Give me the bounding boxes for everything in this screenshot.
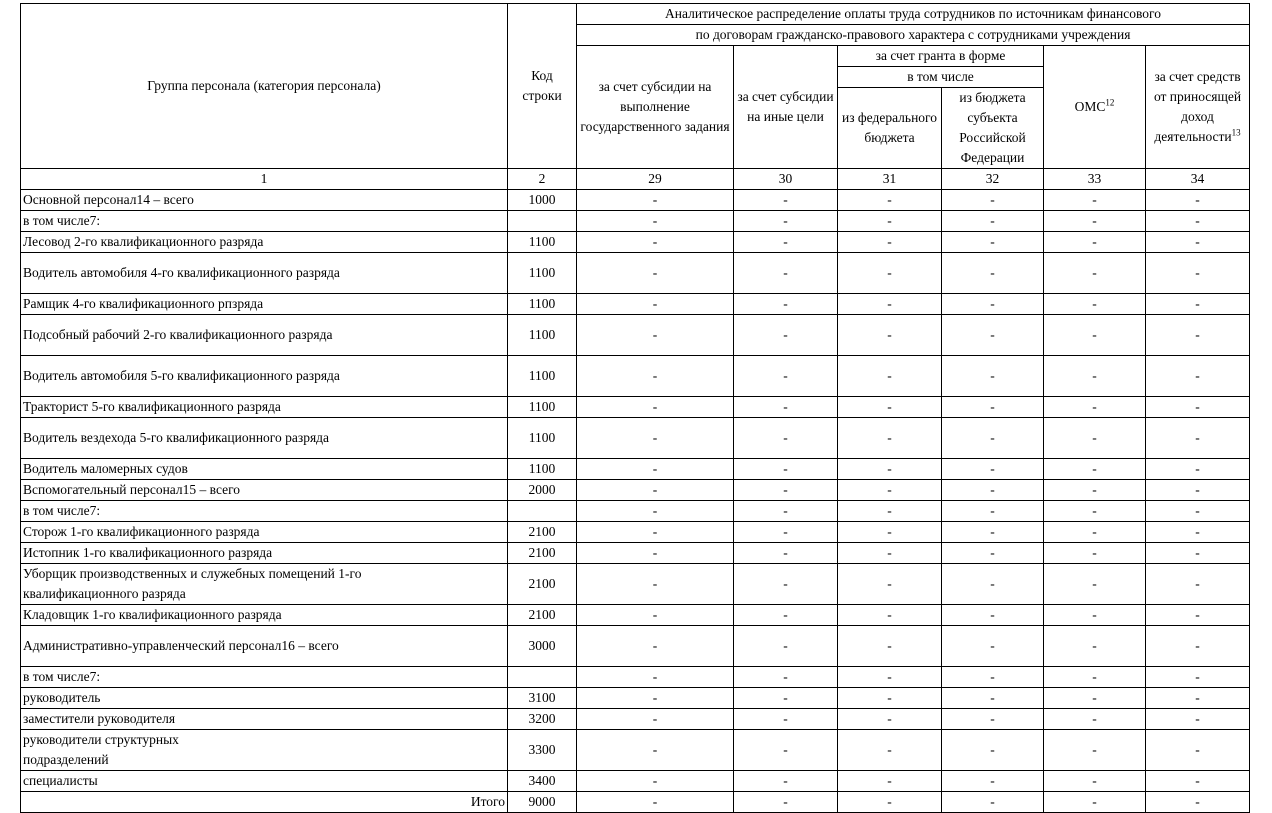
row-value: - xyxy=(838,709,942,730)
row-value: - xyxy=(734,605,838,626)
row-label: в том числе7: xyxy=(21,211,508,232)
row-value: - xyxy=(734,294,838,315)
row-label: руководители структурных подразделений xyxy=(21,730,508,771)
row-value: - xyxy=(1044,294,1146,315)
row-value: - xyxy=(942,211,1044,232)
row-value: - xyxy=(577,709,734,730)
row-value: - xyxy=(734,418,838,459)
row-value: - xyxy=(1044,397,1146,418)
row-value: - xyxy=(1044,356,1146,397)
row-value: - xyxy=(942,564,1044,605)
row-value: - xyxy=(942,688,1044,709)
row-value: - xyxy=(1044,564,1146,605)
row-value: - xyxy=(838,211,942,232)
column-number: 32 xyxy=(942,169,1044,190)
row-code: 1100 xyxy=(508,253,577,294)
row-value: - xyxy=(734,626,838,667)
row-value: - xyxy=(838,543,942,564)
row-value: - xyxy=(577,626,734,667)
row-value: - xyxy=(577,543,734,564)
row-value: - xyxy=(942,626,1044,667)
row-value: - xyxy=(1146,315,1250,356)
table-row xyxy=(21,605,1250,626)
row-value: - xyxy=(942,730,1044,771)
table-row xyxy=(21,709,1250,730)
row-value: - xyxy=(1146,605,1250,626)
row-value: - xyxy=(1146,397,1250,418)
row-code xyxy=(508,667,577,688)
row-value: - xyxy=(1146,501,1250,522)
row-value: - xyxy=(838,626,942,667)
row-value: - xyxy=(1146,356,1250,397)
row-value: - xyxy=(1044,459,1146,480)
row-value: - xyxy=(1146,294,1250,315)
row-label: Лесовод 2-го квалификационного разряда xyxy=(21,232,508,253)
column-number: 2 xyxy=(508,169,577,190)
col33-header-text: ОМС xyxy=(1074,99,1106,114)
row-value: - xyxy=(838,667,942,688)
row-label: Истопник 1-го квалификационного разряда xyxy=(21,543,508,564)
row-value: - xyxy=(838,253,942,294)
table-row xyxy=(21,294,1250,315)
row-value: - xyxy=(1146,190,1250,211)
row-value: - xyxy=(838,459,942,480)
row-label: специалисты xyxy=(21,771,508,792)
row-value: - xyxy=(1146,564,1250,605)
group-column-header: Группа персонала (категория персонала) xyxy=(21,4,508,169)
row-value: - xyxy=(1044,709,1146,730)
row-code: 2100 xyxy=(508,543,577,564)
row-value: - xyxy=(577,356,734,397)
row-value: - xyxy=(734,253,838,294)
row-label: Административно-управленческий персонал16 – всего xyxy=(21,626,508,667)
row-value: - xyxy=(942,709,1044,730)
row-value: - xyxy=(942,480,1044,501)
row-value: - xyxy=(577,418,734,459)
column-number: 31 xyxy=(838,169,942,190)
row-value: - xyxy=(838,418,942,459)
row-value: - xyxy=(1044,792,1146,813)
row-value: - xyxy=(1044,480,1146,501)
row-value: - xyxy=(838,232,942,253)
table-row xyxy=(21,730,1250,771)
row-value: - xyxy=(577,480,734,501)
row-value: - xyxy=(942,459,1044,480)
table-row xyxy=(21,688,1250,709)
row-label: Подсобный рабочий 2-го квалификационного разряда xyxy=(21,315,508,356)
row-value: - xyxy=(577,688,734,709)
row-value: - xyxy=(734,709,838,730)
row-label: в том числе7: xyxy=(21,501,508,522)
row-value: - xyxy=(1146,459,1250,480)
row-code: 3000 xyxy=(508,626,577,667)
row-value: - xyxy=(577,211,734,232)
row-value: - xyxy=(734,459,838,480)
row-code: 1100 xyxy=(508,294,577,315)
row-value: - xyxy=(1146,730,1250,771)
row-value: - xyxy=(1146,667,1250,688)
row-label: в том числе7: xyxy=(21,667,508,688)
row-value: - xyxy=(734,232,838,253)
column-number: 33 xyxy=(1044,169,1146,190)
table-row xyxy=(21,564,1250,605)
row-value: - xyxy=(1146,626,1250,667)
row-value: - xyxy=(838,294,942,315)
row-value: - xyxy=(838,688,942,709)
row-value: - xyxy=(838,522,942,543)
row-value: - xyxy=(734,771,838,792)
row-value: - xyxy=(734,667,838,688)
row-value: - xyxy=(1044,211,1146,232)
col34-header-text: за счет средств от приносящей доход деятельности xyxy=(1153,69,1242,144)
column-numbers-row xyxy=(21,169,1250,190)
row-value: - xyxy=(734,190,838,211)
row-value: - xyxy=(838,190,942,211)
row-value: - xyxy=(1146,211,1250,232)
row-value: - xyxy=(1044,667,1146,688)
row-value: - xyxy=(942,232,1044,253)
row-label: Итого xyxy=(21,792,508,813)
row-value: - xyxy=(838,501,942,522)
row-value: - xyxy=(577,253,734,294)
col34-header xyxy=(1146,46,1250,169)
row-value: - xyxy=(1146,480,1250,501)
row-value: - xyxy=(577,315,734,356)
row-code: 1100 xyxy=(508,315,577,356)
row-value: - xyxy=(1146,418,1250,459)
row-value: - xyxy=(1146,709,1250,730)
code-column-header xyxy=(508,4,577,169)
row-value: - xyxy=(1146,232,1250,253)
row-label: Водитель автомобиля 5-го квалификационного разряда xyxy=(21,356,508,397)
row-value: - xyxy=(942,190,1044,211)
row-value: - xyxy=(942,771,1044,792)
row-value: - xyxy=(1044,418,1146,459)
table-row xyxy=(21,211,1250,232)
row-value: - xyxy=(734,522,838,543)
col33-header xyxy=(1044,46,1146,169)
gph-contracts-header: по договорам гражданско-правового характера с сотрудниками учреждения xyxy=(577,25,1250,46)
table-row xyxy=(21,253,1250,294)
row-value: - xyxy=(1044,688,1146,709)
table-row xyxy=(21,543,1250,564)
row-value: - xyxy=(577,397,734,418)
row-code xyxy=(508,501,577,522)
row-value: - xyxy=(1146,522,1250,543)
grant-header: за счет гранта в форме xyxy=(838,46,1044,67)
column-number: 30 xyxy=(734,169,838,190)
row-code: 3300 xyxy=(508,730,577,771)
row-value: - xyxy=(1044,501,1146,522)
row-value: - xyxy=(1146,688,1250,709)
row-value: - xyxy=(734,730,838,771)
table-row xyxy=(21,232,1250,253)
row-value: - xyxy=(942,605,1044,626)
payroll-distribution-table xyxy=(20,3,1250,813)
row-value: - xyxy=(942,501,1044,522)
table-row xyxy=(21,459,1250,480)
table-row xyxy=(21,356,1250,397)
row-label: Основной персонал14 – всего xyxy=(21,190,508,211)
row-value: - xyxy=(734,792,838,813)
row-code: 2100 xyxy=(508,564,577,605)
row-code xyxy=(508,211,577,232)
row-label: Кладовщик 1-го квалификационного разряда xyxy=(21,605,508,626)
row-value: - xyxy=(838,771,942,792)
row-label: Рамщик 4-го квалификационного рпзряда xyxy=(21,294,508,315)
row-value: - xyxy=(734,564,838,605)
row-value: - xyxy=(577,522,734,543)
row-label: Вспомогательный персонал15 – всего xyxy=(21,480,508,501)
row-code: 3200 xyxy=(508,709,577,730)
row-value: - xyxy=(734,501,838,522)
row-code: 1100 xyxy=(508,397,577,418)
analytic-distribution-header: Аналитическое распределение оплаты труда сотрудников по источникам финансового xyxy=(577,4,1250,25)
row-value: - xyxy=(577,564,734,605)
row-value: - xyxy=(1044,543,1146,564)
col32-header: из бюджета субъекта Российской Федерации xyxy=(942,88,1044,169)
row-value: - xyxy=(577,190,734,211)
row-label: Водитель автомобиля 4-го квалификационного разряда xyxy=(21,253,508,294)
row-value: - xyxy=(942,356,1044,397)
row-value: - xyxy=(1044,771,1146,792)
row-value: - xyxy=(734,480,838,501)
row-value: - xyxy=(942,667,1044,688)
row-value: - xyxy=(838,397,942,418)
row-value: - xyxy=(734,211,838,232)
row-value: - xyxy=(734,397,838,418)
col29-header: за счет субсидии на выполнение государственного задания xyxy=(577,46,734,169)
row-value: - xyxy=(577,459,734,480)
row-value: - xyxy=(838,564,942,605)
row-value: - xyxy=(734,356,838,397)
col30-header: за счет субсидии на иные цели xyxy=(734,46,838,169)
row-value: - xyxy=(577,294,734,315)
row-value: - xyxy=(1044,605,1146,626)
row-value: - xyxy=(577,232,734,253)
table-body xyxy=(21,190,1250,813)
row-label: Сторож 1-го квалификационного разряда xyxy=(21,522,508,543)
row-value: - xyxy=(838,792,942,813)
row-code: 1100 xyxy=(508,459,577,480)
col31-header: из федерального бюджета xyxy=(838,88,942,169)
row-value: - xyxy=(942,792,1044,813)
column-number: 34 xyxy=(1146,169,1250,190)
row-code: 2000 xyxy=(508,480,577,501)
row-code: 1100 xyxy=(508,356,577,397)
row-code: 1100 xyxy=(508,418,577,459)
code-column-header-text: Код строки xyxy=(522,68,562,103)
table-row xyxy=(21,480,1250,501)
row-code: 9000 xyxy=(508,792,577,813)
table-row xyxy=(21,190,1250,211)
row-value: - xyxy=(1044,626,1146,667)
row-code: 2100 xyxy=(508,522,577,543)
table-row xyxy=(21,315,1250,356)
table-row xyxy=(21,418,1250,459)
row-value: - xyxy=(734,688,838,709)
row-value: - xyxy=(838,730,942,771)
row-value: - xyxy=(1146,771,1250,792)
table-row xyxy=(21,522,1250,543)
row-code: 2100 xyxy=(508,605,577,626)
row-value: - xyxy=(1044,522,1146,543)
row-value: - xyxy=(942,522,1044,543)
row-value: - xyxy=(577,771,734,792)
column-number: 1 xyxy=(21,169,508,190)
row-value: - xyxy=(577,730,734,771)
row-label: Водитель маломерных судов xyxy=(21,459,508,480)
row-value: - xyxy=(942,397,1044,418)
row-label: Уборщик производственных и служебных помещений 1-го квалификационного разряда xyxy=(21,564,508,605)
row-value: - xyxy=(734,543,838,564)
row-code: 1100 xyxy=(508,232,577,253)
row-value: - xyxy=(1044,253,1146,294)
table-row xyxy=(21,626,1250,667)
row-value: - xyxy=(838,315,942,356)
row-code: 3100 xyxy=(508,688,577,709)
col34-footnote: 13 xyxy=(1231,127,1241,138)
row-value: - xyxy=(577,501,734,522)
row-value: - xyxy=(942,543,1044,564)
column-number: 29 xyxy=(577,169,734,190)
grant-including-header: в том числе xyxy=(838,67,1044,88)
row-value: - xyxy=(1146,543,1250,564)
table-row xyxy=(21,397,1250,418)
row-value: - xyxy=(1146,253,1250,294)
row-value: - xyxy=(734,315,838,356)
row-label: заместители руководителя xyxy=(21,709,508,730)
row-value: - xyxy=(838,480,942,501)
row-value: - xyxy=(942,418,1044,459)
row-value: - xyxy=(838,605,942,626)
table-row xyxy=(21,771,1250,792)
row-label: руководитель xyxy=(21,688,508,709)
row-value: - xyxy=(838,356,942,397)
row-value: - xyxy=(1146,792,1250,813)
table-row xyxy=(21,501,1250,522)
row-value: - xyxy=(942,294,1044,315)
row-label: Тракторист 5-го квалификационного разряда xyxy=(21,397,508,418)
row-value: - xyxy=(942,253,1044,294)
row-code: 3400 xyxy=(508,771,577,792)
row-value: - xyxy=(1044,190,1146,211)
row-value: - xyxy=(1044,232,1146,253)
table-row xyxy=(21,792,1250,813)
row-value: - xyxy=(942,315,1044,356)
row-value: - xyxy=(1044,730,1146,771)
col33-footnote: 12 xyxy=(1105,97,1115,108)
row-label: Водитель вездехода 5-го квалификационного разряда xyxy=(21,418,508,459)
row-value: - xyxy=(577,667,734,688)
row-value: - xyxy=(577,792,734,813)
row-value: - xyxy=(1044,315,1146,356)
table-row xyxy=(21,667,1250,688)
row-value: - xyxy=(577,605,734,626)
row-code: 1000 xyxy=(508,190,577,211)
